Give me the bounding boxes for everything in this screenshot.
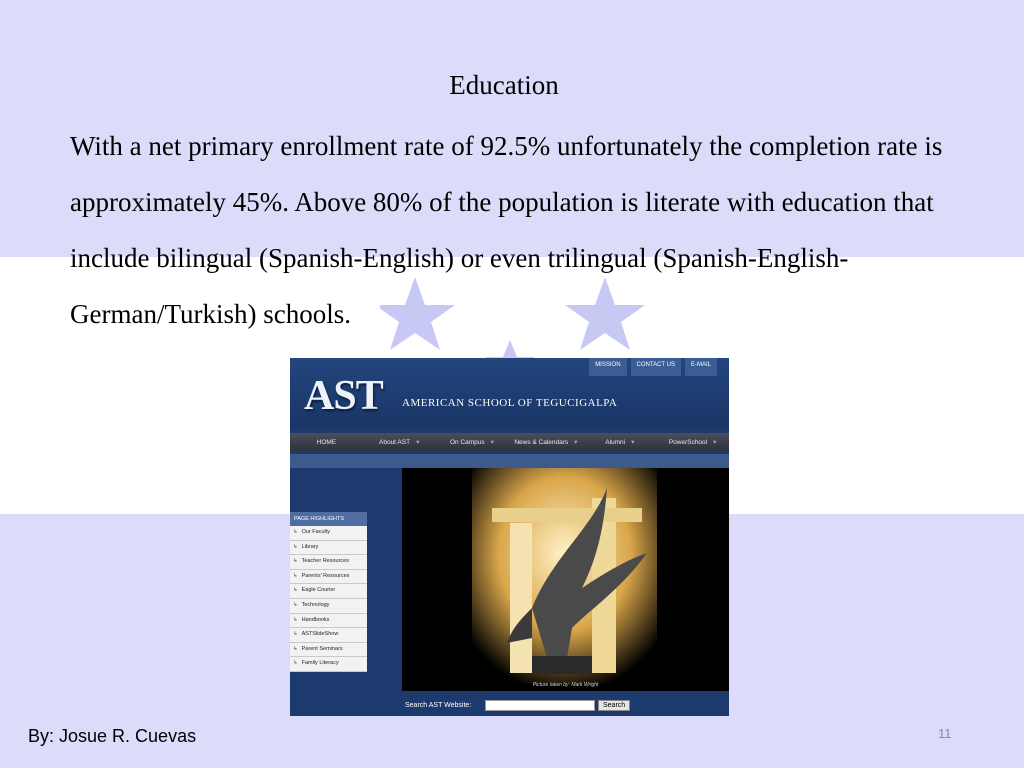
arrow-icon: ↳ xyxy=(293,543,298,550)
eagle-statue-photo xyxy=(472,468,657,683)
search-input xyxy=(485,700,595,711)
arrow-icon: ↳ xyxy=(293,601,298,608)
arrow-icon: ↳ xyxy=(293,631,298,638)
eagle-photo-area xyxy=(402,468,729,691)
page-highlights-sidebar xyxy=(290,512,367,672)
nav-home: HOME xyxy=(316,438,337,446)
nav-about: About AST ▾ xyxy=(379,439,420,446)
sidebar-item: ↳ Our Faculty xyxy=(290,526,367,541)
chevron-down-icon: ▾ xyxy=(490,439,494,446)
website-search-row xyxy=(402,697,729,713)
sidebar-item: ↳ Handbooks xyxy=(290,614,367,629)
arrow-icon: ↳ xyxy=(293,572,298,579)
website-header xyxy=(290,358,729,428)
school-name: AMERICAN SCHOOL OF TEGUCIGALPA xyxy=(402,397,618,409)
arrow-icon: ↳ xyxy=(293,587,298,594)
sidebar-item: ↳ Family Literacy xyxy=(290,657,367,672)
arrow-icon: ↳ xyxy=(293,529,298,535)
website-subbar xyxy=(290,454,729,468)
chevron-down-icon: ▾ xyxy=(416,439,420,446)
contact-us-link: CONTACT US xyxy=(631,358,681,376)
email-link: E-MAIL xyxy=(685,358,717,376)
ast-logo: AST xyxy=(304,373,383,419)
slide-title: Education xyxy=(449,70,559,100)
chevron-down-icon: ▾ xyxy=(574,439,578,446)
slide-author: By: Josue R. Cuevas xyxy=(28,726,197,746)
website-nav xyxy=(290,433,729,451)
arrow-icon: ↳ xyxy=(293,558,298,565)
chevron-down-icon: ▾ xyxy=(631,439,635,446)
sidebar-item: ↳ Technology xyxy=(290,599,367,614)
chevron-down-icon: ▾ xyxy=(713,439,717,446)
sidebar-item: ↳ Parent Seminars xyxy=(290,643,367,658)
sidebar-item: ↳ Teacher Resources xyxy=(290,555,367,570)
website-top-links xyxy=(589,358,717,376)
nav-powerschool: PowerSchool ▾ xyxy=(668,439,717,446)
mission-link: MISSION xyxy=(589,358,626,376)
nav-news-calendars: News & Calendars ▾ xyxy=(514,439,578,446)
sidebar-item: ↳ Eagle Courier xyxy=(290,584,367,599)
sidebar-item: ↳ ASTSlideShow xyxy=(290,628,367,643)
search-button: Search xyxy=(598,700,630,711)
slide-page-number: 11 xyxy=(938,726,952,741)
search-label: Search AST Website: xyxy=(405,701,472,709)
photo-credit: Picture taken by: Mark Wright xyxy=(532,682,599,688)
website-screenshot xyxy=(290,358,729,716)
arrow-icon: ↳ xyxy=(293,616,298,623)
arrow-icon: ↳ xyxy=(293,645,298,652)
sidebar-item: ↳ Library xyxy=(290,541,367,556)
sidebar-item: ↳ Parents' Resources xyxy=(290,570,367,585)
slide-body-text: With a net primary enrollment rate of 92.5% unfortunately the completion rate is approximately 45%. Above 80% of the population is literate with education that include bilingual (Spanish-English) or even trilingual (Spanish-English-German/Turkish) schools. xyxy=(70,131,943,329)
sidebar-title: PAGE HIGHLIGHTS xyxy=(290,512,367,526)
nav-alumni: Alumni ▾ xyxy=(605,439,635,446)
nav-on-campus: On Campus ▾ xyxy=(449,439,494,446)
arrow-icon: ↳ xyxy=(293,660,298,667)
